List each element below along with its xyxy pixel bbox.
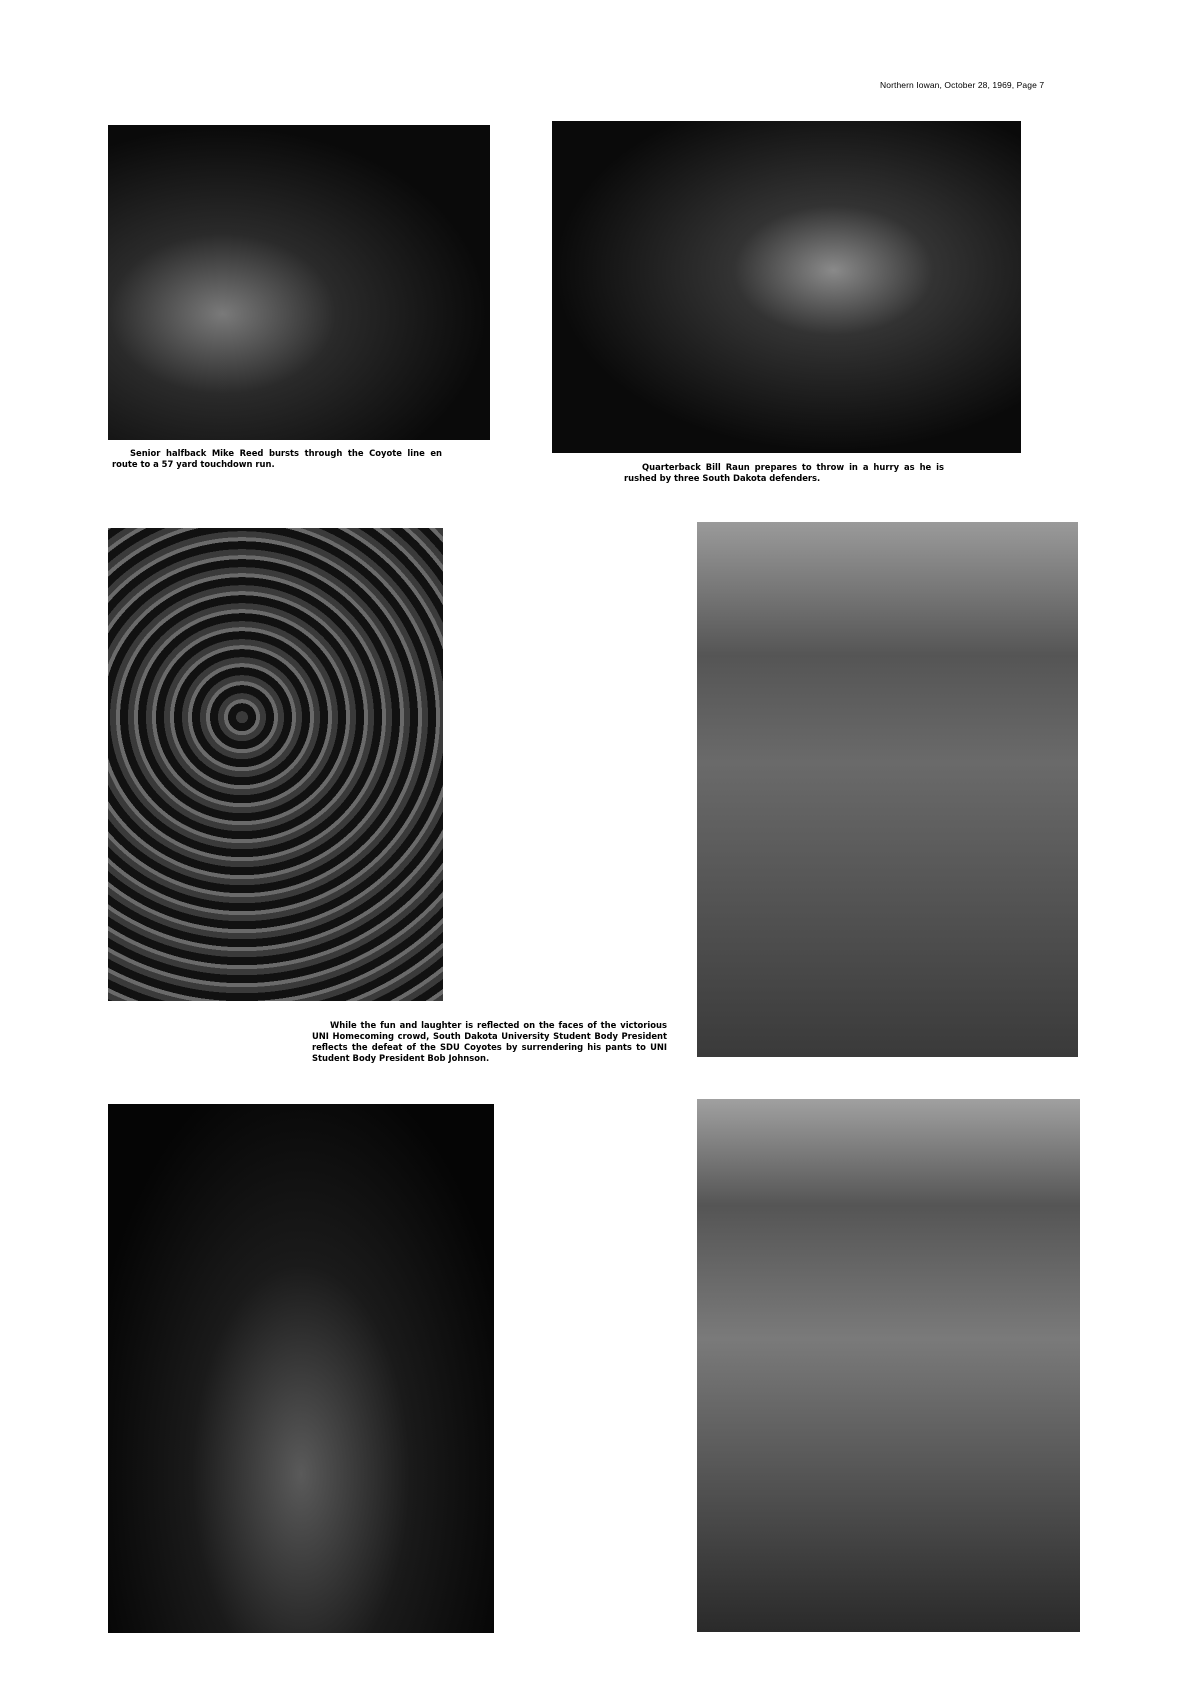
page-folio: Northern Iowan, October 28, 1969, Page 7 [880, 80, 1045, 90]
photo-football-quarterback [552, 121, 1021, 453]
photo-surrendering-pants [108, 1104, 494, 1633]
caption-center [312, 1020, 667, 1064]
photo-pants-tossed [697, 1099, 1080, 1632]
caption-quarterback [624, 462, 944, 484]
caption-text: Senior halfback Mike Reed bursts through the Coyote line en route to a 57 yard touchdown run. [112, 448, 442, 469]
caption-halfback [112, 448, 442, 470]
photo-homecoming-crowd [108, 528, 443, 1001]
photo-football-halfback [108, 125, 490, 440]
caption-text: While the fun and laughter is reflected on the faces of the victorious UNI Homecoming crowd, South Dakota University Student Body President reflects the defeat of the SDU Coyotes by surrendering his pants to UNI Student Body President Bob Johnson. [312, 1020, 667, 1063]
photo-presidents-on-field [697, 522, 1078, 1057]
caption-text: Quarterback Bill Raun prepares to throw in a hurry as he is rushed by three South Dakota defenders. [624, 462, 944, 483]
